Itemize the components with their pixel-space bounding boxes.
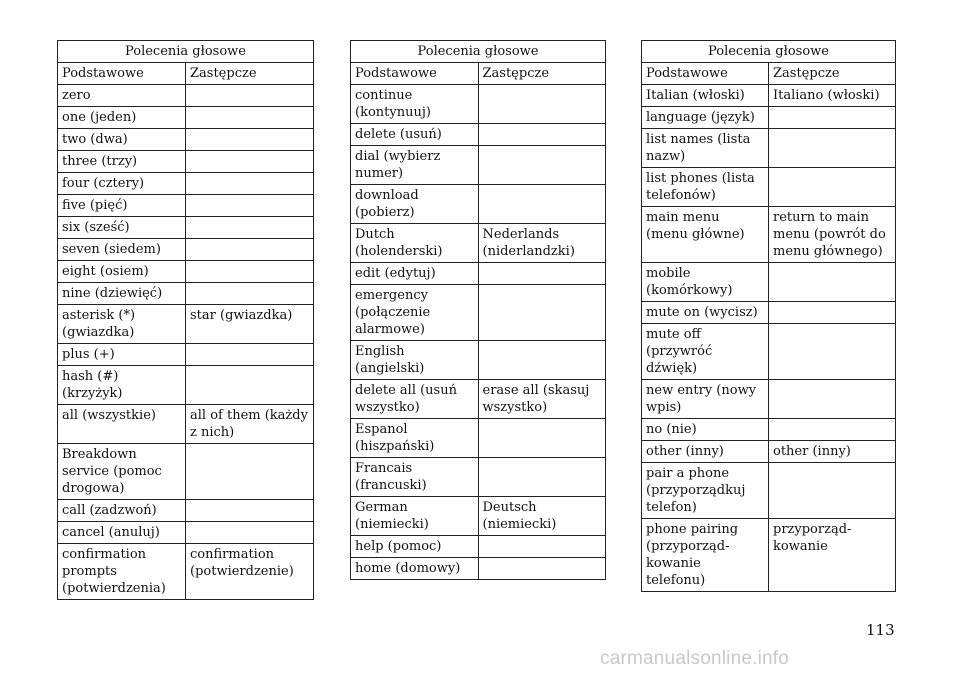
basic-command-cell: continue (kontynuuj) [351,85,479,124]
alternative-command-cell [186,85,314,107]
table-header-row [351,63,606,85]
table-row [642,324,896,380]
basic-command-cell: seven (siedem) [58,239,186,261]
alternative-command-cell [478,285,606,341]
watermark: carmanualsonline.info [600,648,790,669]
alternative-command-cell [186,217,314,239]
table-title-row [642,41,896,63]
alternative-command-cell [478,558,606,580]
alternative-command-cell [769,324,896,380]
table-row [642,263,896,302]
page-number: 113 [866,621,895,639]
basic-command-cell: all (wszystkie) [58,405,186,444]
table-row [351,341,606,380]
basic-command-cell: Breakdown service (pomoc drogowa) [58,444,186,500]
table-header-row [642,63,896,85]
table-row [58,173,314,195]
alternative-command-cell [769,168,896,207]
table-title: Polecenia głosowe [58,41,314,63]
alternative-command-cell [478,85,606,124]
basic-command-cell: list names (lista nazw) [642,129,769,168]
alternative-command-cell: Deutsch (niemiecki) [478,497,606,536]
basic-command-cell: one (jeden) [58,107,186,129]
basic-command-cell: Espanol (hiszpański) [351,419,479,458]
basic-command-cell: home (domowy) [351,558,479,580]
table-row [58,344,314,366]
table-row [642,441,896,463]
basic-command-cell: Italian (włoski) [642,85,769,107]
table-row [351,497,606,536]
alternative-command-cell [478,341,606,380]
basic-command-cell: cancel (anuluj) [58,522,186,544]
basic-command-cell: Dutch (holenderski) [351,224,479,263]
table-row [351,224,606,263]
basic-command-cell: main menu (menu główne) [642,207,769,263]
alternative-command-cell [186,129,314,151]
header-basic: Podstawowe [351,63,479,85]
alternative-command-cell [186,107,314,129]
table-row [642,129,896,168]
table-row [351,263,606,285]
table-row [642,519,896,592]
table-row [642,419,896,441]
table-row [58,405,314,444]
basic-command-cell: delete (usuń) [351,124,479,146]
basic-command-cell: eight (osiem) [58,261,186,283]
table-row [58,544,314,600]
basic-command-cell: help (pomoc) [351,536,479,558]
table-row [58,195,314,217]
table-row [642,380,896,419]
table-row [58,444,314,500]
basic-command-cell: mute off (przywróć dźwięk) [642,324,769,380]
alternative-command-cell [186,283,314,305]
basic-command-cell: delete all (usuń wszystko) [351,380,479,419]
table-row [58,500,314,522]
basic-command-cell: English (angielski) [351,341,479,380]
voice-commands-table-3 [641,40,896,592]
alternative-command-cell [769,107,896,129]
alternative-command-cell: Nederlands (niderlandzki) [478,224,606,263]
table-row [642,207,896,263]
table-header-row [58,63,314,85]
table-row [58,261,314,283]
table-row [351,536,606,558]
basic-command-cell: two (dwa) [58,129,186,151]
basic-command-cell: other (inny) [642,441,769,463]
table-row [58,107,314,129]
alternative-command-cell [769,302,896,324]
basic-command-cell: six (sześć) [58,217,186,239]
alternative-command-cell: return to main menu (powrót do menu głównego) [769,207,896,263]
table-title-row [351,41,606,63]
alternative-command-cell [186,344,314,366]
basic-command-cell: five (pięć) [58,195,186,217]
alternative-command-cell [769,419,896,441]
alternative-command-cell [478,458,606,497]
table-row [58,217,314,239]
alternative-command-cell [186,239,314,261]
voice-commands-table-2 [350,40,606,580]
table-row [642,302,896,324]
basic-command-cell: call (zadzwoń) [58,500,186,522]
basic-command-cell: asterisk (*) (gwiazdka) [58,305,186,344]
basic-command-cell: pair a phone (przyporządkuj telefon) [642,463,769,519]
basic-command-cell: phone pairing (przyporząd- kowanie telefonu) [642,519,769,592]
alternative-command-cell: confirmation (potwierdzenie) [186,544,314,600]
alternative-command-cell: star (gwiazdka) [186,305,314,344]
header-alternative: Zastępcze [478,63,606,85]
header-alternative: Zastępcze [186,63,314,85]
alternative-command-cell [478,124,606,146]
alternative-command-cell [186,500,314,522]
basic-command-cell: mobile (komórkowy) [642,263,769,302]
table-row [351,124,606,146]
table-row [58,151,314,173]
alternative-command-cell [186,173,314,195]
table-row [58,129,314,151]
table-row [58,239,314,261]
alternative-command-cell [186,151,314,173]
alternative-command-cell: Italiano (włoski) [769,85,896,107]
header-basic: Podstawowe [642,63,769,85]
basic-command-cell: plus (+) [58,344,186,366]
basic-command-cell: emergency (połączenie alarmowe) [351,285,479,341]
table-row [58,522,314,544]
basic-command-cell: download (pobierz) [351,185,479,224]
alternative-command-cell [769,380,896,419]
table-row [58,283,314,305]
alternative-command-cell [769,463,896,519]
table-row [351,458,606,497]
basic-command-cell: German (niemiecki) [351,497,479,536]
alternative-command-cell: przyporząd- kowanie [769,519,896,592]
alternative-command-cell: erase all (skasuj wszystko) [478,380,606,419]
voice-commands-table-1 [57,40,314,600]
alternative-command-cell [769,263,896,302]
alternative-command-cell [478,419,606,458]
basic-command-cell: zero [58,85,186,107]
header-basic: Podstawowe [58,63,186,85]
basic-command-cell: three (trzy) [58,151,186,173]
alternative-command-cell [186,366,314,405]
basic-command-cell: new entry (nowy wpis) [642,380,769,419]
table-row [642,85,896,107]
alternative-command-cell [478,263,606,285]
table-row [58,85,314,107]
basic-command-cell: four (cztery) [58,173,186,195]
table-row [351,285,606,341]
table-row [351,380,606,419]
basic-command-cell: confirmation prompts (potwierdzenia) [58,544,186,600]
alternative-command-cell: other (inny) [769,441,896,463]
alternative-command-cell [478,185,606,224]
table-row [58,305,314,344]
alternative-command-cell [478,536,606,558]
table-row [351,419,606,458]
alternative-command-cell [186,261,314,283]
table-title: Polecenia głosowe [642,41,896,63]
basic-command-cell: language (język) [642,107,769,129]
alternative-command-cell: all of them (każdy z nich) [186,405,314,444]
basic-command-cell: mute on (wycisz) [642,302,769,324]
alternative-command-cell [769,129,896,168]
alternative-command-cell [478,146,606,185]
alternative-command-cell [186,444,314,500]
basic-command-cell: edit (edytuj) [351,263,479,285]
table-row [642,463,896,519]
table-row [351,146,606,185]
alternative-command-cell [186,195,314,217]
basic-command-cell: Francais (francuski) [351,458,479,497]
table-row [351,85,606,124]
basic-command-cell: no (nie) [642,419,769,441]
table-row [642,107,896,129]
table-title: Polecenia głosowe [351,41,606,63]
alternative-command-cell [186,522,314,544]
table-row [58,366,314,405]
table-title-row [58,41,314,63]
table-row [351,558,606,580]
basic-command-cell: hash (#) (krzyżyk) [58,366,186,405]
basic-command-cell: list phones (lista telefonów) [642,168,769,207]
header-alternative: Zastępcze [769,63,896,85]
basic-command-cell: nine (dziewięć) [58,283,186,305]
table-row [351,185,606,224]
table-row [642,168,896,207]
basic-command-cell: dial (wybierz numer) [351,146,479,185]
